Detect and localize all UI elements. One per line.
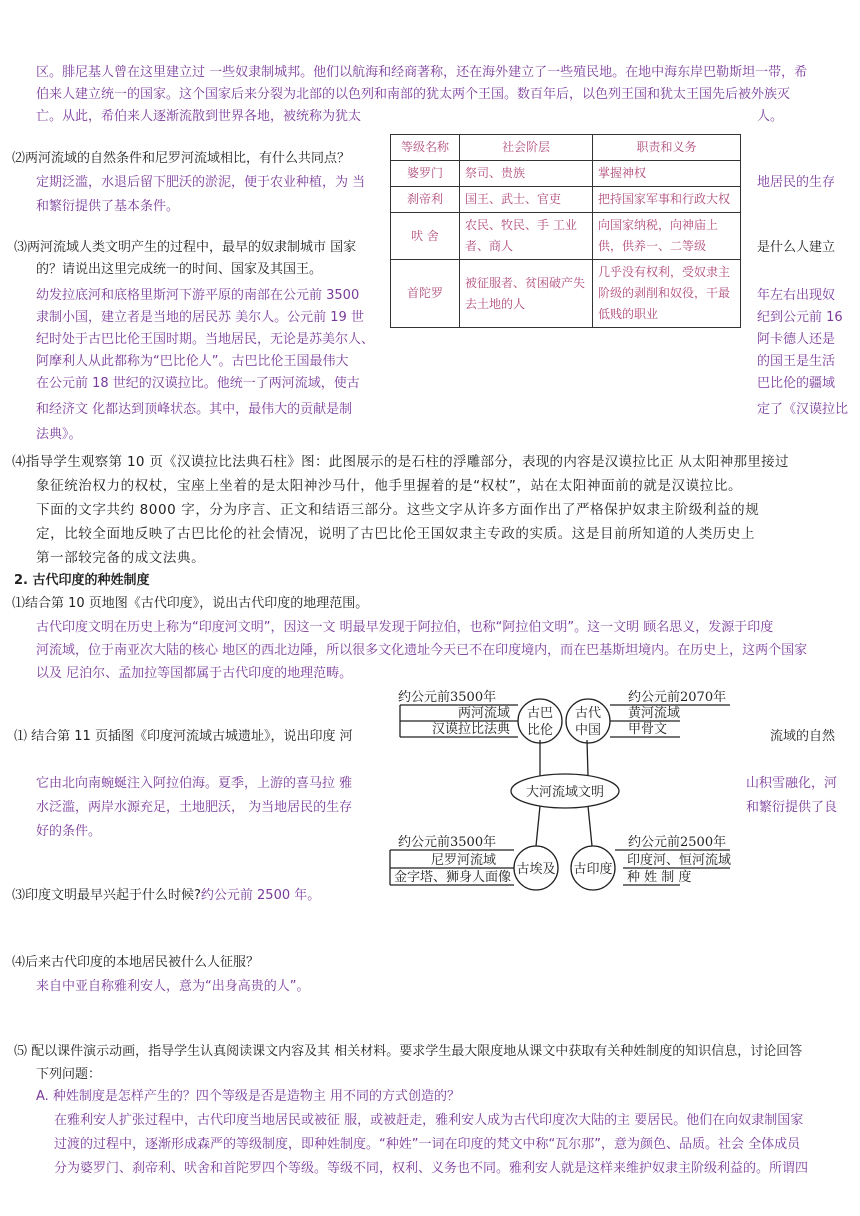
india-item: 印度河、恒河流域 xyxy=(627,853,732,868)
china-item: 黄河流域 xyxy=(628,706,681,721)
connector-line xyxy=(536,806,540,846)
answer-3-line-2: 隶制小国，建立者是当地的居民苏 美尔人。公元前 19 世 xyxy=(36,310,364,325)
answer-3-line-6-end: 定了《汉谟拉比 xyxy=(757,402,849,417)
s2-question-1: ⑴结合第 10 页地图《古代印度》，说出古代印度的地理范围。 xyxy=(12,596,369,611)
s2-answer-2-line-3: 好的条件。 xyxy=(36,824,102,839)
s2-question-2: ⑴ 结合第 11 页插图《印度河流域古城遗址》，说出印度 河 xyxy=(14,729,353,744)
caste-class: 被征服者、贫困破产失去土地的人 xyxy=(460,260,593,328)
s2-answer-2-line-2-end: 和繁衍提供了良 xyxy=(746,800,838,815)
caste-row-kshatriya xyxy=(391,187,741,213)
answer-3-line-1-end: 年左右出现奴 xyxy=(757,288,836,303)
s2-answer-1-line-3: 以及 尼泊尔、孟加拉等国都属于古代印度的地理范畴。 xyxy=(36,666,353,681)
caste-duty: 掌握神权 xyxy=(593,161,741,187)
s2-question-3-text: ⑶印度文明最早兴起于什么时候? xyxy=(12,888,201,903)
egypt-date: 约公元前3500年 xyxy=(398,835,497,850)
s2-answer-4: 来自中亚自称雅利安人，意为“出身高贵的人”。 xyxy=(36,979,310,994)
s2-answer-5a-line-2: 过渡的过程中，逐渐形成森严的等级制度，即种姓制度。“种姓”一词在印度的梵文中称“瓦尔那”，意为颜色、品质。社会 全体成员 xyxy=(54,1137,801,1152)
s2-answer-5a-line-3: 分为婆罗门、刹帝利、吠舍和首陀罗四个等级。等级不同，权利、义务也不同。雅利安人就是这样来维护奴隶主阶级利益的。所谓四 xyxy=(54,1161,809,1176)
answer-2-line-1-end: 地居民的生存 xyxy=(757,175,836,190)
s2-question-5-sub-a: A. 种姓制度是怎样产生的？四个等级是否是造物主 用不同的方式创造的？ xyxy=(36,1089,461,1104)
caste-duty: 几乎没有权利，受奴隶主阶级的剥削和奴役，干最低贱的职业 xyxy=(593,260,741,328)
question-4-line-2: 象征统治权力的权杖，宝座上坐着的是太阳神沙马什，他手里握着的是“权杖”，站在太阳神面前的就是汉谟拉比。 xyxy=(36,478,743,494)
china-date: 约公元前2070年 xyxy=(628,690,727,705)
s2-answer-2-line-2: 水泛滥，两岸水源充足，土地肥沃， 为当地居民的生存 xyxy=(36,800,353,815)
connector-line xyxy=(588,806,592,846)
s2-answer-5a-line-1: 在雅利安人扩张过程中，古代印度当地居民或被征 服，或被赶走，雅利安人成为古代印度次大陆的主 要居民。他们在向奴隶制国家 xyxy=(54,1113,804,1128)
question-4-line-4: 定，比较全面地反映了古巴比伦的社会情况，说明了古巴比伦王国奴隶主专政的实质。这是目前所知道的人类历史上 xyxy=(36,526,756,542)
answer-2-line-2: 和繁衍提供了基本条件。 xyxy=(36,199,180,214)
caste-name: 吠 舍 xyxy=(391,213,460,260)
answer-3-line-3: 纪时处于古巴比伦王国时期。当地居民，无论是苏美尔人、 xyxy=(36,332,375,347)
answer-3-line-7: 法典》。 xyxy=(36,427,82,442)
india-item: 种 姓 制 度 xyxy=(627,870,692,885)
babylon-date: 约公元前3500年 xyxy=(398,690,497,705)
caste-class: 国王、武士、官吏 xyxy=(460,187,593,213)
caste-name: 首陀罗 xyxy=(391,260,460,328)
s2-question-4: ⑷后来古代印度的本地居民被什么人征服？ xyxy=(12,955,260,970)
center-label: 大河流域文明 xyxy=(525,785,605,800)
intro-line-1: 区。腓尼基人曾在这里建立过 一些奴隶制城邦。他们以航海和经商著称，还在海外建立了一些殖民地。在地中海东岸巴勒斯坦一带，希 xyxy=(36,65,808,80)
intro-line-3: 亡。从此，希伯来人逐渐流散到世界各地，被统称为犹太 xyxy=(36,109,362,124)
answer-3-line-5: 在公元前 18 世纪的汉谟拉比。他统一了两河流域，使古 xyxy=(36,376,360,391)
intro-line-3-end: 人。 xyxy=(757,109,784,124)
connector-line xyxy=(587,740,588,776)
s2-answer-1-line-1: 古代印度文明在历史上称为“印度河文明”，因这一文 明最早发现于阿拉伯，也称“阿拉伯文明”。这一文明 顾名思义，发源于印度 xyxy=(36,620,774,635)
egypt-item: 金字塔、狮身人面像 xyxy=(393,870,511,885)
caste-duty: 向国家纳税，向神庙上供，供养一、二等级 xyxy=(593,213,741,260)
question-2: ⑵两河流域的自然条件和尼罗河流域相比，有什么共同点？ xyxy=(12,151,351,166)
caste-table-header: 等级名称 xyxy=(391,135,460,161)
india-label: 古印度 xyxy=(573,862,613,877)
babylon-item: 汉谟拉比法典 xyxy=(431,722,510,737)
caste-table xyxy=(390,134,741,328)
question-3-line-2: 的？请说出这里完成统一的时间、国家及其国王。 xyxy=(36,262,323,277)
answer-3-line-5-end: 巴比伦的疆域 xyxy=(757,376,836,391)
s2-answer-2-line-1-end: 山积雪融化，河 xyxy=(746,776,838,791)
caste-class: 农民、牧民、手 工业者、商人 xyxy=(460,213,593,260)
s2-answer-2-line-1: 它由北向南蜿蜒注入阿拉伯海。夏季，上游的喜马拉 雅 xyxy=(36,776,353,791)
section-2-title: 2. 古代印度的种姓制度 xyxy=(14,573,150,588)
babylon-item: 两河流域 xyxy=(457,706,510,721)
intro-line-2: 伯来人建立统一的国家。这个国家后来分裂为北部的以色列和南部的犹太两个王国。数百年后，以色列王国和犹太王国先后被外族灭 xyxy=(36,87,791,102)
question-3-line-1: ⑶两河流域人类文明产生的过程中，最早的奴隶制城市 国家 xyxy=(14,240,357,255)
china-label: 古代 xyxy=(574,706,602,721)
babylon-label: 比伦 xyxy=(526,723,554,738)
china-label: 中国 xyxy=(574,723,602,738)
question-4-line-3: 下面的文字共约 8000 字，分为序言、正文和结语三部分。这些文字从许多方面作出了严格保护奴隶主阶级利益的规 xyxy=(36,502,760,518)
s2-answer-3: 约公元前 2500 年。 xyxy=(200,888,321,903)
answer-3-line-1: 幼发拉底河和底格里斯河下游平原的南部在公元前 3500 xyxy=(36,288,360,303)
caste-duty: 把持国家军事和行政大权 xyxy=(593,187,741,213)
answer-3-line-2-end: 纪到公元前 16 xyxy=(757,310,843,325)
question-3-line-1-end: 是什么人建立 xyxy=(757,240,836,255)
river-civilization-diagram xyxy=(380,680,750,905)
question-4-line-5: 第一部较完备的成文法典。 xyxy=(36,550,206,566)
answer-3-line-4-end: 的国王是生活 xyxy=(757,354,836,369)
caste-row-shudra xyxy=(391,260,741,328)
caste-class: 祭司、贵族 xyxy=(460,161,593,187)
india-date: 约公元前2500年 xyxy=(628,835,727,850)
s2-answer-1-line-2: 河流域，位于南亚次大陆的核心 地区的西北边陲，所以很多文化遗址今天已不在印度境内，而在巴基斯坦境内。在历史上，这两个国家 xyxy=(36,643,808,658)
caste-table-header: 社会阶层 xyxy=(460,135,593,161)
question-4-line-1: ⑷指导学生观察第 10 页《汉谟拉比法典石柱》图：此图展示的是石柱的浮雕部分，表现的内容是汉谟拉比正 从太阳神那里接过 xyxy=(12,454,789,470)
caste-name: 婆罗门 xyxy=(391,161,460,187)
s2-question-5-line-2: 下列问题： xyxy=(36,1067,102,1082)
caste-row-brahmin xyxy=(391,161,741,187)
egypt-label: 古埃及 xyxy=(516,862,556,877)
egypt-item: 尼罗河流域 xyxy=(430,853,496,868)
caste-name: 刹帝利 xyxy=(391,187,460,213)
caste-table-header: 职责和义务 xyxy=(593,135,741,161)
answer-3-line-6: 和经济文 化都达到顶峰状态。其中，最伟大的贡献是制 xyxy=(36,402,353,417)
s2-question-2-end: 流域的自然 xyxy=(770,729,836,744)
s2-question-5-line-1: ⑸ 配以课件演示动画，指导学生认真阅读课文内容及其 相关材料。要求学生最大限度地从课文中获取有关种姓制度的知识信息，讨论回答 xyxy=(14,1044,803,1059)
caste-row-vaishya xyxy=(391,213,741,260)
china-item: 甲骨文 xyxy=(628,722,668,737)
answer-2-line-1: 定期泛滥，水退后留下肥沃的淤泥，便于农业种植，为 当 xyxy=(36,175,366,190)
s2-question-3 xyxy=(12,885,320,907)
answer-3-line-3-end: 阿卡德人还是 xyxy=(757,332,836,347)
answer-3-line-4: 阿摩利人从此都称为“巴比伦人”。古巴比伦王国最伟大 xyxy=(36,354,349,369)
babylon-label: 古巴 xyxy=(526,706,554,721)
